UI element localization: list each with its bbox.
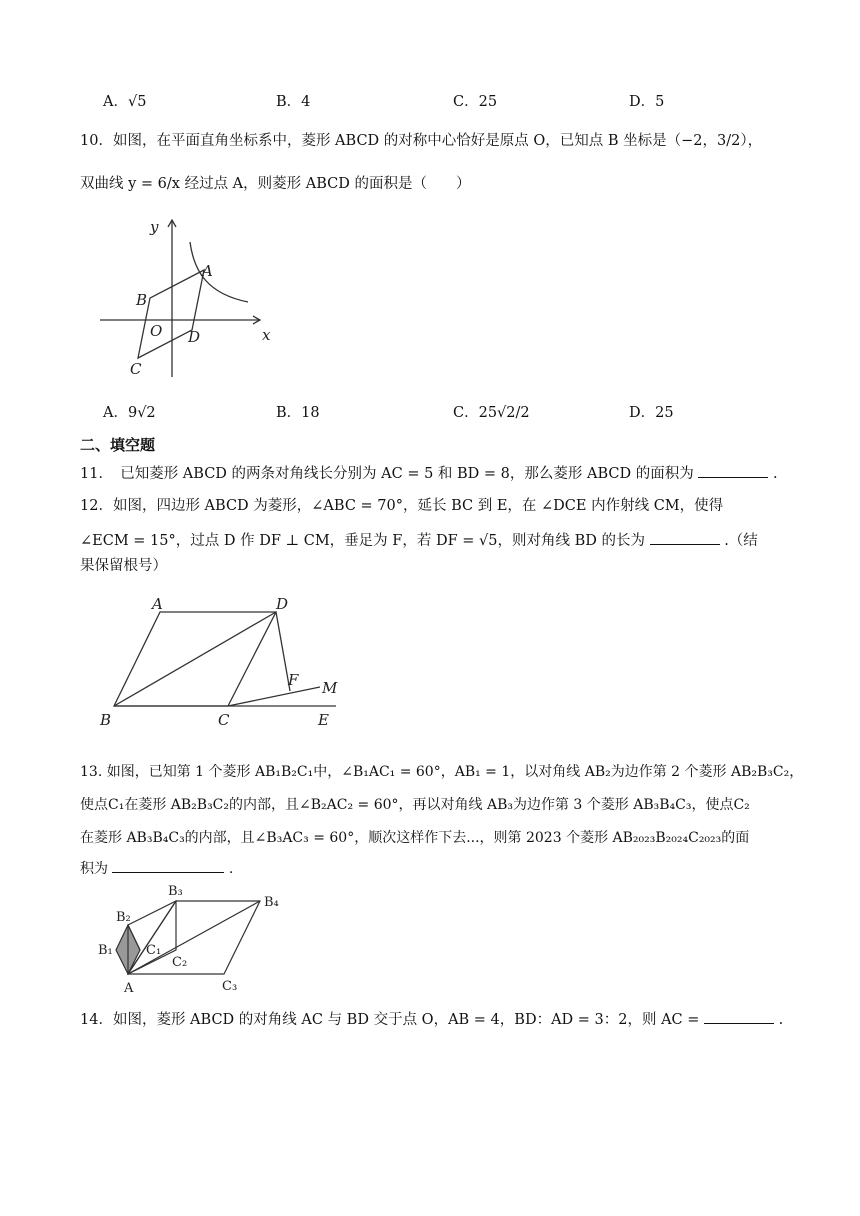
q11-text: 11． 已知菱形 ABCD 的两条对角线长分别为 AC = 5 和 BD = 8，那么菱形 ABCD 的面积为 (80, 466, 694, 482)
q10-option-b: B．18 (276, 405, 320, 421)
q13-label-b4: B₄ (264, 895, 279, 910)
q10-label-x: x (262, 326, 271, 344)
q10-label-o: O (150, 322, 163, 340)
q10-option-d: D．25 (629, 405, 674, 421)
q12-line2: ∠ECM = 15°，过点 D 作 DF ⊥ CM，垂足为 F，若 DF = √5，则对角线 BD 的长为 (80, 533, 645, 549)
q10-label-d: D (188, 328, 201, 346)
q12-label-b: B (100, 711, 112, 729)
q12-line1: 12．如图，四边形 ABCD 为菱形，∠ABC = 70°，延长 BC 到 E，在 ∠DCE 内作射线 CM，使得 (80, 498, 724, 514)
section-title: 二、填空题 (80, 436, 156, 454)
q13-figure (96, 878, 296, 998)
q13-label-c2: C₂ (172, 955, 188, 970)
q13-line4: 积为 (80, 861, 108, 877)
q9-option-b: B．4 (276, 94, 311, 110)
q13-label-b1: B₁ (98, 943, 113, 958)
q12-label-e: E (318, 711, 329, 729)
q13-label-c3: C₃ (222, 979, 238, 994)
q12-label-a: A (152, 595, 163, 613)
q10-line2: 双曲线 y = 6/x 经过点 A，则菱形 ABCD 的面积是（ ） (80, 176, 471, 192)
q13-label-c1: C₁ (146, 943, 162, 958)
q10-line1: 10．如图，在平面直角坐标系中，菱形 ABCD 的对称中心恰好是原点 O，已知点 B 坐标是（−2，3/2）， (80, 133, 763, 149)
q12-label-c: C (218, 711, 230, 729)
q12-figure (100, 595, 350, 730)
q12-label-d: D (276, 595, 289, 613)
q13-label-a: A (124, 981, 134, 996)
q13-line3: 在菱形 AB₃B₄C₃的内部，且∠B₃AC₃ = 60°，顺次这样作下去...，则第 2023 个菱形 AB₂₀₂₃B₂₀₂₄C₂₀₂₃的面 (80, 830, 750, 846)
q9-option-a: A．√5 (103, 94, 147, 110)
q10-option-c: C．25√2/2 (453, 405, 530, 421)
q10-label-b: B (136, 291, 148, 309)
q13-label-b2: B₂ (116, 910, 131, 925)
q11-answer-blank[interactable] (698, 463, 768, 478)
q14-answer-blank[interactable] (704, 1009, 774, 1024)
q12-line3: 果保留根号） (80, 558, 167, 574)
q12-answer-blank[interactable] (650, 530, 720, 545)
q13-label-b3: B₃ (168, 884, 183, 899)
q9-option-c: C．25 (453, 94, 498, 110)
q10-label-y: y (150, 218, 159, 236)
q10-label-c: C (130, 360, 142, 378)
q13-line2: 使点C₁在菱形 AB₂B₃C₂的内部，且∠B₂AC₂ = 60°，再以对角线 AB₃为边作第 3 个菱形 AB₃B₄C₃，使点C₂ (80, 797, 750, 813)
q13-answer-blank[interactable] (112, 858, 224, 873)
q10-figure (98, 212, 278, 382)
q12-label-m: M (322, 679, 338, 697)
q10-option-a: A．9√2 (103, 405, 156, 421)
q10-label-a: A (202, 262, 213, 280)
q12-label-f: F (288, 671, 299, 689)
q13-line1: 13. 如图，已知第 1 个菱形 AB₁B₂C₁中，∠B₁AC₁ = 60°，AB₁ = 1，以对角线 AB₂为边作第 2 个菱形 AB₂B₃C₂， (80, 764, 804, 780)
q14-text: 14．如图，菱形 ABCD 的对角线 AC 与 BD 交于点 O，AB = 4，BD：AD = 3：2，则 AC = (80, 1012, 700, 1028)
q12-line2-end: .（结 (724, 533, 758, 549)
q9-option-d: D．5 (629, 94, 665, 110)
